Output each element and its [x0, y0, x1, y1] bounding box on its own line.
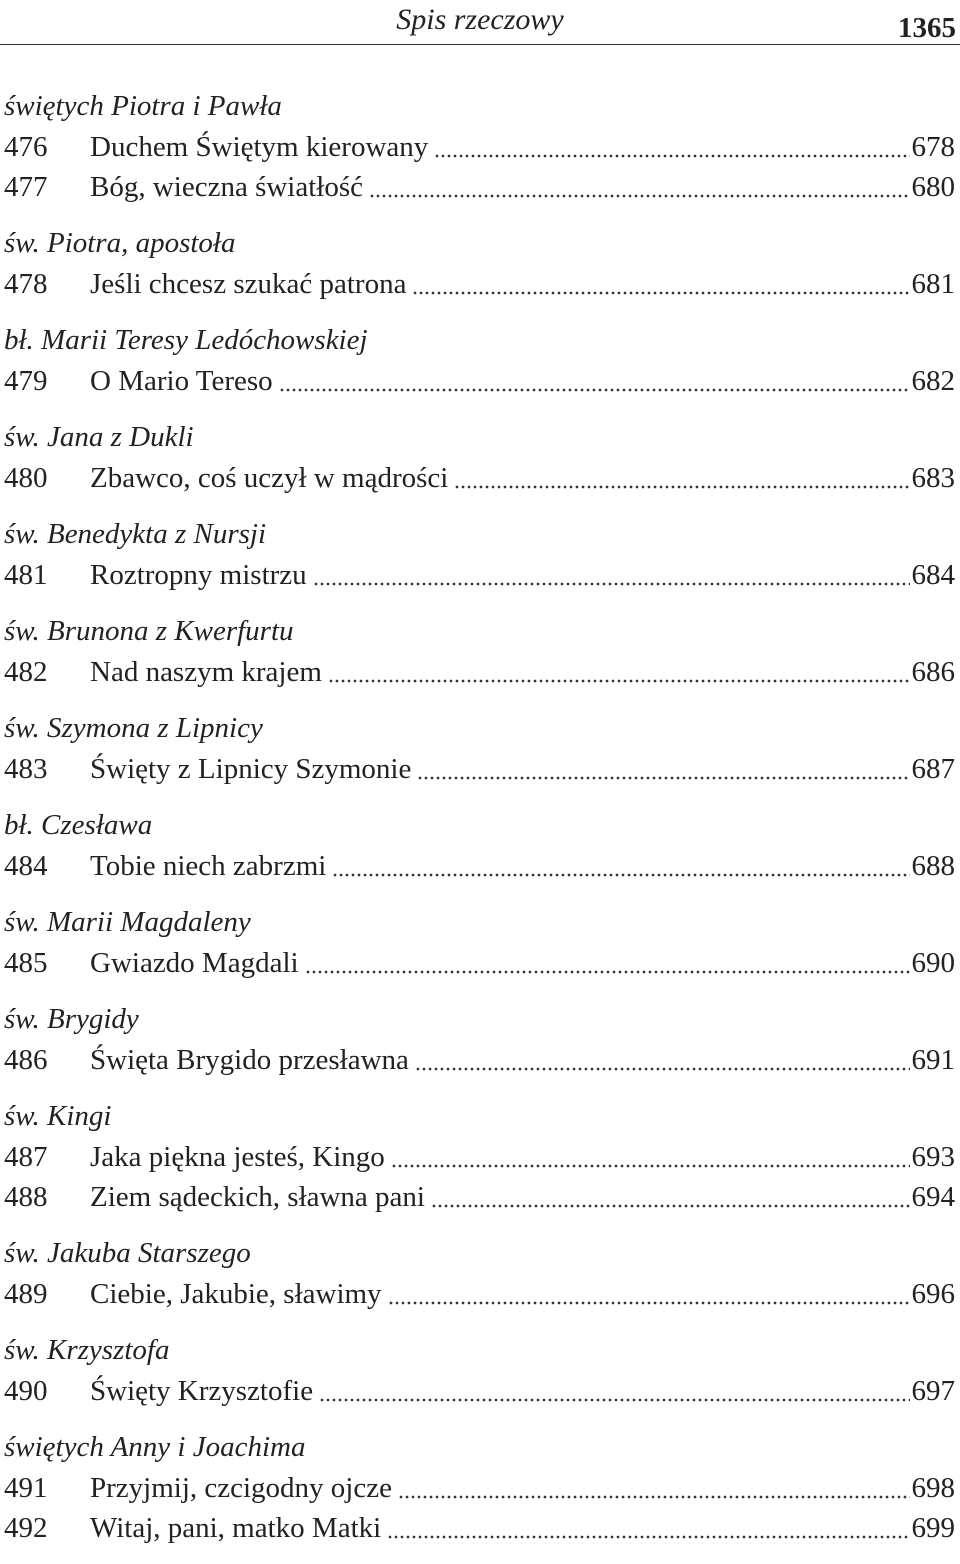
- section-heading: św. Jana z Dukli: [0, 417, 960, 458]
- dot-leader: [388, 1276, 910, 1306]
- index-section: [0, 805, 960, 902]
- section-spacer: [0, 1080, 960, 1096]
- entry-title: Gwiazdo Magdali: [90, 943, 305, 983]
- index-entry: [0, 361, 960, 401]
- subject-index-list: [0, 86, 960, 1564]
- entry-page-number: 686: [910, 652, 960, 692]
- section-spacer: [0, 692, 960, 708]
- entry-number: 481: [0, 555, 90, 595]
- index-section: [0, 902, 960, 999]
- entry-title: Zbawco, coś uczył w mądrości: [90, 458, 454, 498]
- entry-page-number: 694: [910, 1177, 960, 1217]
- dot-leader: [387, 1510, 909, 1540]
- entry-number: 486: [0, 1040, 90, 1080]
- entry-page-number: 680: [910, 167, 960, 207]
- entry-number: 482: [0, 652, 90, 692]
- index-entry: [0, 127, 960, 167]
- index-entry: [0, 1508, 960, 1548]
- entry-page-number: 681: [910, 264, 960, 304]
- section-heading: św. Marii Magdaleny: [0, 902, 960, 943]
- page-number: 1365: [898, 10, 956, 46]
- entry-number: 476: [0, 127, 90, 167]
- entry-number: 489: [0, 1274, 90, 1314]
- entry-page-number: 697: [910, 1371, 960, 1411]
- section-heading: św. Brunona z Kwerfurtu: [0, 611, 960, 652]
- section-heading: św. Brygidy: [0, 999, 960, 1040]
- index-entry: [0, 943, 960, 983]
- dot-leader: [417, 751, 909, 781]
- index-section: [0, 1427, 960, 1564]
- entry-page-number: 698: [910, 1468, 960, 1508]
- section-spacer: [0, 983, 960, 999]
- entry-number: 483: [0, 749, 90, 789]
- section-spacer: [0, 1217, 960, 1233]
- entry-number: 485: [0, 943, 90, 983]
- dot-leader: [391, 1139, 910, 1169]
- entry-number: 480: [0, 458, 90, 498]
- dot-leader: [319, 1373, 909, 1403]
- dot-leader: [279, 363, 910, 393]
- section-spacer: [0, 789, 960, 805]
- section-spacer: [0, 304, 960, 320]
- entry-number: 487: [0, 1137, 90, 1177]
- section-spacer: [0, 498, 960, 514]
- dot-leader: [305, 945, 910, 975]
- section-heading: świętych Piotra i Pawła: [0, 86, 960, 127]
- section-spacer: [0, 1314, 960, 1330]
- dot-leader: [332, 848, 909, 878]
- index-section: [0, 86, 960, 223]
- index-section: [0, 708, 960, 805]
- entry-title: Przyjmij, czcigodny ojcze: [90, 1468, 398, 1508]
- dot-leader: [454, 460, 909, 490]
- index-section: [0, 223, 960, 320]
- entry-page-number: 682: [910, 361, 960, 401]
- dot-leader: [369, 169, 909, 199]
- dot-leader: [415, 1042, 910, 1072]
- header-rule: [0, 44, 960, 45]
- entry-title: Ziem sądeckich, sławna pani: [90, 1177, 431, 1217]
- dot-leader: [313, 557, 910, 587]
- dot-leader: [431, 1179, 910, 1209]
- section-heading: św. Szymona z Lipnicy: [0, 708, 960, 749]
- index-entry: [0, 1371, 960, 1411]
- index-entry: [0, 846, 960, 886]
- section-heading: bł. Marii Teresy Ledóchowskiej: [0, 320, 960, 361]
- section-spacer: [0, 1411, 960, 1427]
- running-title: Spis rzeczowy: [0, 2, 960, 38]
- index-section: [0, 1096, 960, 1233]
- entry-title: O Mario Tereso: [90, 361, 279, 401]
- index-section: [0, 611, 960, 708]
- index-entry: [0, 1040, 960, 1080]
- entry-page-number: 691: [910, 1040, 960, 1080]
- entry-title: Roztropny mistrzu: [90, 555, 313, 595]
- index-entry: [0, 264, 960, 304]
- entry-number: 488: [0, 1177, 90, 1217]
- entry-title: Jeśli chcesz szukać patrona: [90, 264, 412, 304]
- section-heading: św. Kingi: [0, 1096, 960, 1137]
- section-heading: bł. Czesława: [0, 805, 960, 846]
- section-spacer: [0, 401, 960, 417]
- entry-page-number: 696: [910, 1274, 960, 1314]
- entry-page-number: 687: [910, 749, 960, 789]
- entry-title: Święta Brygido przesławna: [90, 1040, 415, 1080]
- entry-number: 492: [0, 1508, 90, 1548]
- entry-number: 491: [0, 1468, 90, 1508]
- entry-title: Święty z Lipnicy Szymonie: [90, 749, 417, 789]
- page-header: [0, 0, 960, 44]
- index-section: [0, 1330, 960, 1427]
- entry-number: 478: [0, 264, 90, 304]
- entry-number: 477: [0, 167, 90, 207]
- index-entry: [0, 749, 960, 789]
- section-spacer: [0, 595, 960, 611]
- dot-leader: [328, 654, 910, 684]
- index-section: [0, 1233, 960, 1330]
- index-section: [0, 417, 960, 514]
- section-spacer: [0, 207, 960, 223]
- entry-page-number: 684: [910, 555, 960, 595]
- section-spacer: [0, 1548, 960, 1564]
- index-entry: [0, 555, 960, 595]
- entry-title: Witaj, pani, matko Matki: [90, 1508, 387, 1548]
- entry-title: Jaka piękna jesteś, Kingo: [90, 1137, 391, 1177]
- index-entry: [0, 652, 960, 692]
- entry-number: 490: [0, 1371, 90, 1411]
- entry-title: Tobie niech zabrzmi: [90, 846, 332, 886]
- index-entry: [0, 1274, 960, 1314]
- entry-title: Święty Krzysztofie: [90, 1371, 319, 1411]
- dot-leader: [398, 1470, 910, 1500]
- entry-title: Duchem Świętym kierowany: [90, 127, 434, 167]
- index-entry: [0, 458, 960, 498]
- entry-page-number: 693: [910, 1137, 960, 1177]
- index-entry: [0, 1177, 960, 1217]
- dot-leader: [434, 129, 909, 159]
- entry-page-number: 683: [910, 458, 960, 498]
- section-heading: św. Krzysztofa: [0, 1330, 960, 1371]
- index-section: [0, 320, 960, 417]
- section-heading: świętych Anny i Joachima: [0, 1427, 960, 1468]
- entry-page-number: 699: [910, 1508, 960, 1548]
- entry-number: 479: [0, 361, 90, 401]
- entry-number: 484: [0, 846, 90, 886]
- entry-title: Bóg, wieczna światłość: [90, 167, 369, 207]
- index-section: [0, 999, 960, 1096]
- section-heading: św. Piotra, apostoła: [0, 223, 960, 264]
- entry-page-number: 678: [910, 127, 960, 167]
- index-entry: [0, 1137, 960, 1177]
- index-entry: [0, 1468, 960, 1508]
- entry-title: Nad naszym krajem: [90, 652, 328, 692]
- section-heading: św. Benedykta z Nursji: [0, 514, 960, 555]
- dot-leader: [412, 266, 909, 296]
- entry-page-number: 688: [910, 846, 960, 886]
- entry-page-number: 690: [910, 943, 960, 983]
- index-entry: [0, 167, 960, 207]
- entry-title: Ciebie, Jakubie, sławimy: [90, 1274, 388, 1314]
- section-heading: św. Jakuba Starszego: [0, 1233, 960, 1274]
- index-section: [0, 514, 960, 611]
- section-spacer: [0, 886, 960, 902]
